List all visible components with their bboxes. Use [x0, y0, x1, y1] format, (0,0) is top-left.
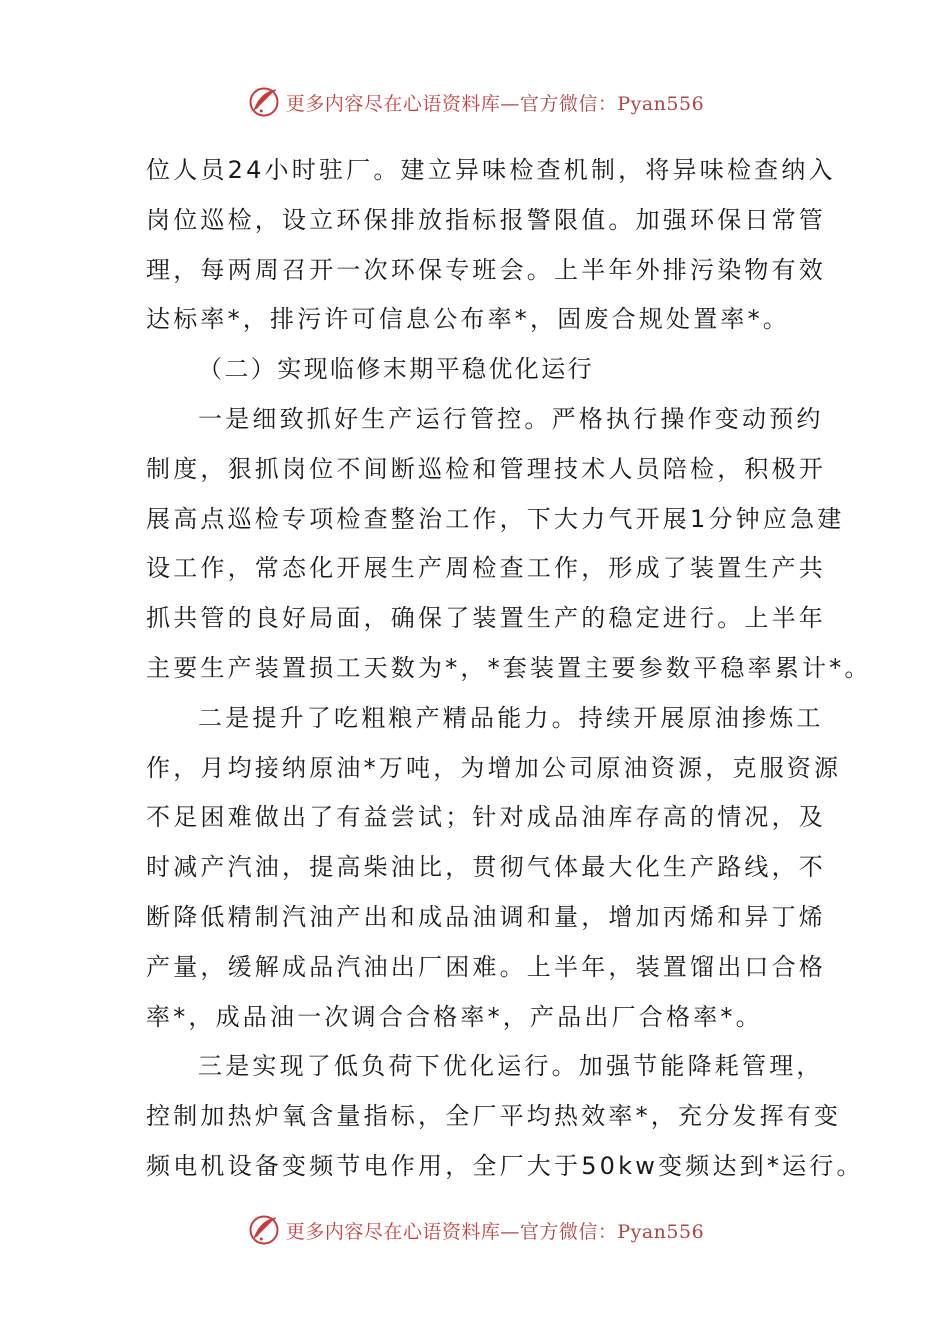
pen-logo-icon: [246, 1212, 282, 1248]
text-line: 岗位巡检，设立环保排放指标报警限值。加强环保日常管: [146, 205, 826, 234]
text-line: 断降低精制汽油产出和成品油调和量，增加丙烯和异丁烯: [146, 902, 826, 931]
text-line: 作，月均接纳原油*万吨，为增加公司原油资源，克服资源: [146, 753, 842, 782]
text-line: 理，每两周召开一次环保专班会。上半年外排污染物有效: [146, 255, 826, 284]
text-line: 率*，成品油一次调合合格率*，产品出厂合格率*。: [146, 1002, 763, 1031]
text-line: 主要生产装置损工天数为*，*套装置主要参数平稳率累计*。: [146, 653, 872, 682]
section-heading: （二）实现临修末期平稳优化运行: [198, 355, 594, 384]
text-line: 达标率*，排污许可信息公布率*，固废合规处置率*。: [146, 305, 790, 334]
banner-label: 更多内容尽在心语资料库—官方微信：Pyan556: [285, 92, 705, 115]
text-line: 三是实现了低负荷下优化运行。加强节能降耗管理，: [198, 1052, 824, 1081]
text-line: 控制加热炉氧含量指标，全厂平均热效率*，充分发挥有变: [146, 1102, 842, 1131]
header-banner: [0, 80, 950, 124]
text-line: 二是提升了吃粗粮产精品能力。持续开展原油掺炼工: [198, 703, 824, 732]
text-line: 时减产汽油，提高柴油比，贯彻气体最大化生产路线，不: [146, 853, 826, 882]
text-line: 频电机设备变频节电作用，全厂大于50kw变频达到*运行。: [146, 1151, 864, 1180]
text-line: 展高点巡检专项检查整治工作，下大力气开展1分钟应急建: [146, 504, 845, 533]
text-line: 设工作，常态化开展生产周检查工作，形成了装置生产共: [146, 554, 826, 583]
text-line: 制度，狠抓岗位不间断巡检和管理技术人员陪检，积极开: [146, 454, 826, 483]
footer-banner: [0, 1208, 950, 1252]
text-line: 一是细致抓好生产运行管控。严格执行操作变动预约: [198, 404, 824, 433]
text-line: 抓共管的良好局面，确保了装置生产的稳定进行。上半年: [146, 604, 826, 633]
banner-label: 更多内容尽在心语资料库—官方微信：Pyan556: [285, 1220, 705, 1243]
text-line: 产量，缓解成品汽油出厂困难。上半年，装置馏出口合格: [146, 952, 826, 981]
text-line: 位人员24小时驻厂。建立异味检查机制，将异味检查纳入: [146, 156, 836, 184]
text-line: 不足困难做出了有益尝试；针对成品油库存高的情况，及: [146, 803, 826, 832]
document-body: [146, 146, 872, 1192]
pen-logo-icon: [246, 84, 282, 120]
